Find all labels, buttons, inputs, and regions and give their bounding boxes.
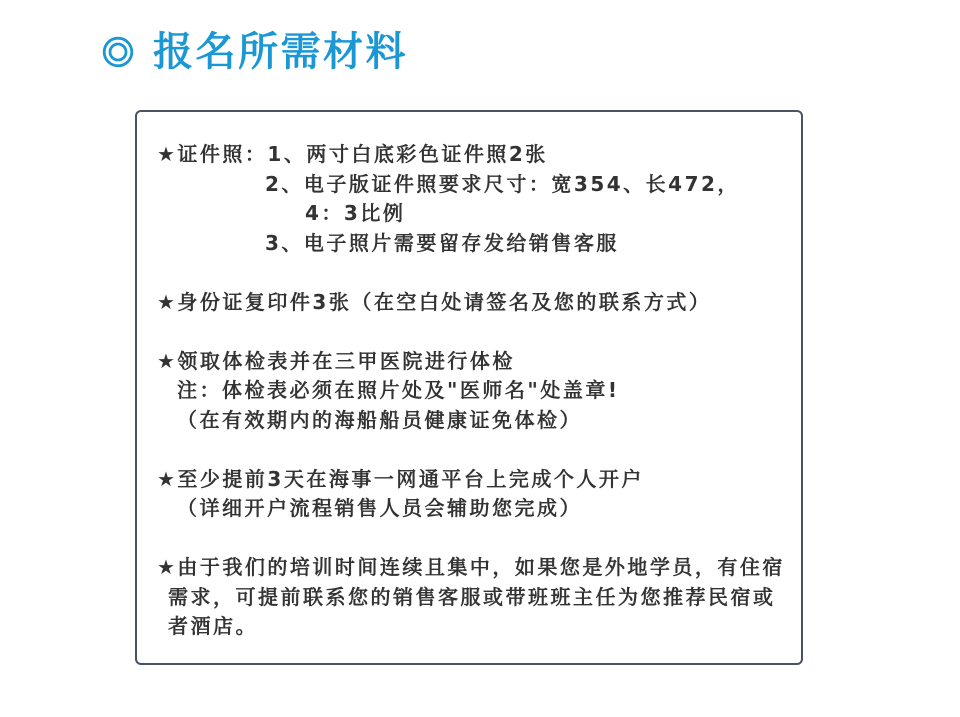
photo-line-1: ★证件照：1、两寸白底彩色证件照2张 (157, 142, 548, 166)
id-copy-line-1: ★身份证复印件3张（在空白处请签名及您的联系方式） (157, 289, 712, 314)
accommodation-line-3: 者酒店。 (168, 614, 258, 638)
accommodation-line-1: ★由于我们的培训时间连续且集中，如果您是外地学员，有住宿 (157, 555, 785, 579)
id-copy-requirement (137, 288, 801, 318)
line-gap (137, 435, 801, 465)
materials-box (135, 110, 803, 665)
accommodation-line-2: 需求，可提前联系您的销售客服或带班班主任为您推荐民宿或 (168, 584, 776, 609)
account-opening-requirement (137, 465, 801, 524)
photo-line-3: 4：3比例 (305, 201, 406, 225)
materials-list (137, 140, 801, 642)
medical-exam-line-1: ★领取体检表并在三甲医院进行体检 (157, 348, 515, 373)
photo-line-2: 2、电子版证件照要求尺寸：宽354、长472， (265, 171, 740, 196)
photo-line-4: 3、电子照片需要留存发给销售客服 (265, 230, 619, 255)
page-title (102, 26, 408, 78)
account-opening-line-1: ★至少提前3天在海事一网通平台上完成个人开户 (157, 466, 644, 491)
line-gap (137, 524, 801, 554)
line-gap (137, 317, 801, 347)
medical-exam-requirement (137, 347, 801, 436)
double-circle-icon (102, 36, 134, 68)
medical-exam-note: 注：体检表必须在照片处及"医师名"处盖章! (177, 378, 620, 402)
accommodation-note (137, 553, 801, 642)
photo-requirement (137, 140, 801, 258)
medical-exam-exemption: （在有效期内的海船船员健康证免体检） (177, 407, 582, 432)
account-opening-note: （详细开户流程销售人员会辅助您完成） (177, 496, 582, 520)
page-title-text: 报名所需材料 (153, 29, 408, 75)
line-gap (137, 258, 801, 288)
